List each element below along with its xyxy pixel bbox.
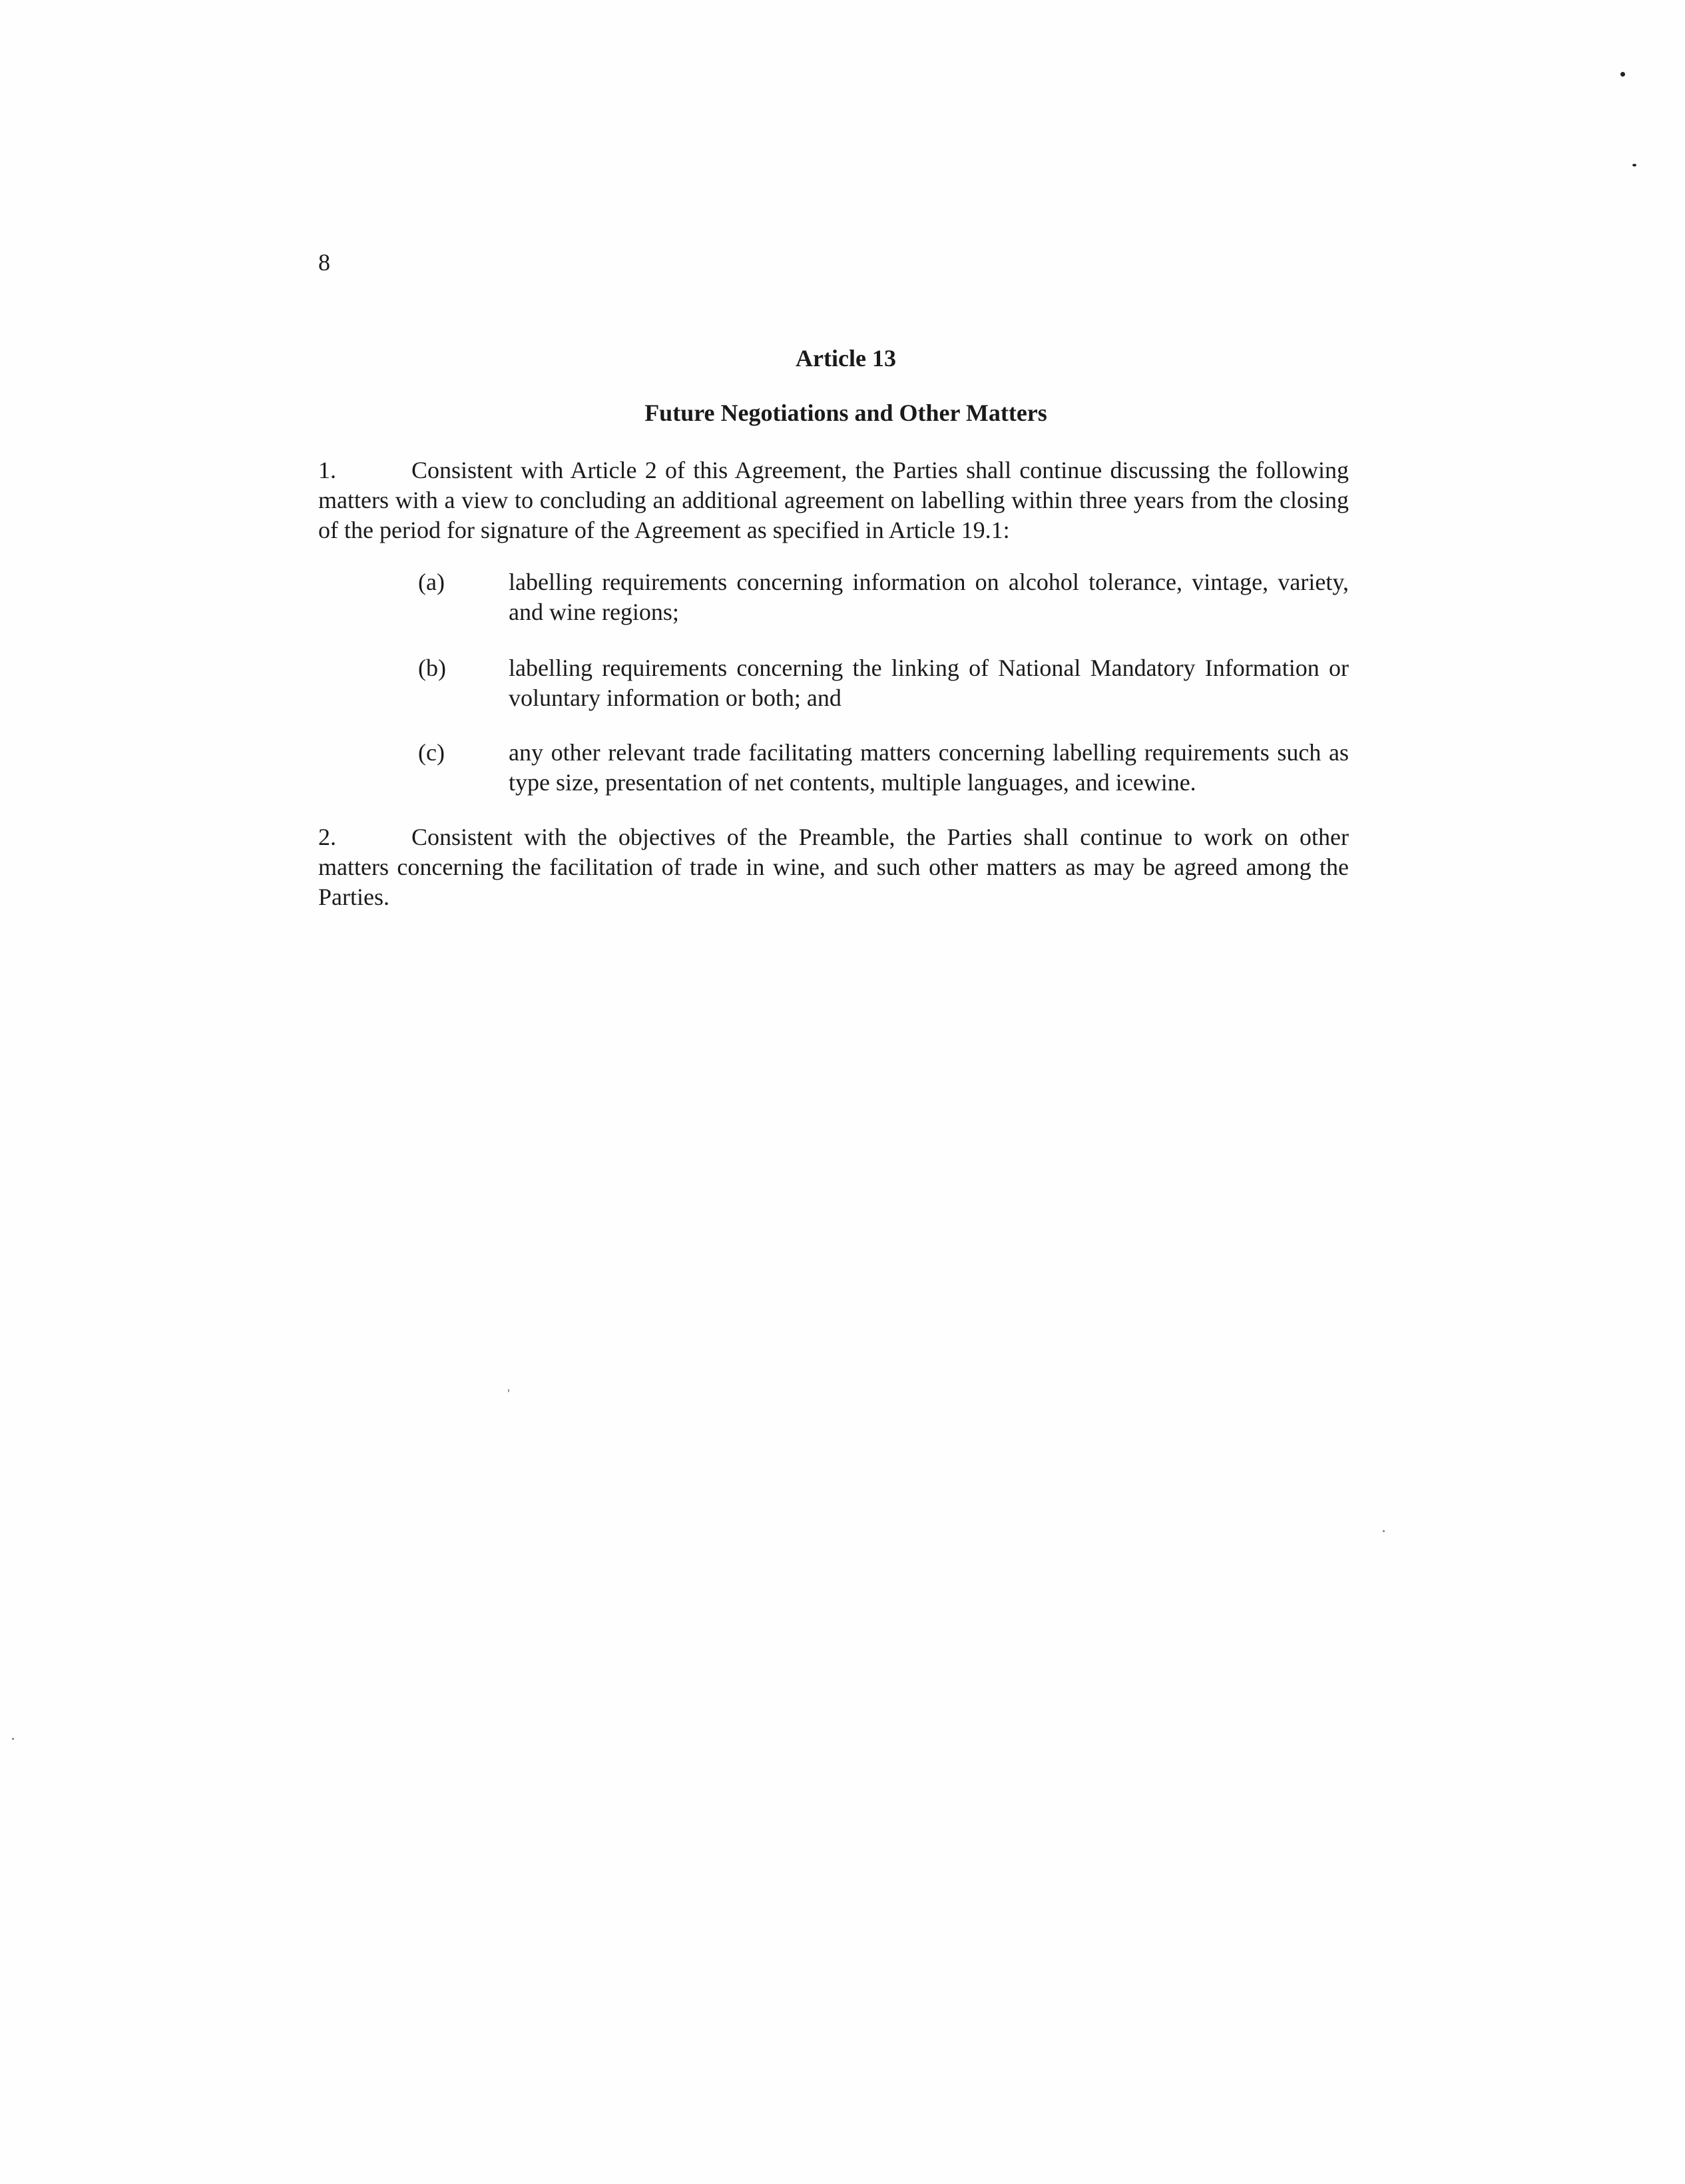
paragraph-2 — [318, 822, 1349, 912]
list-item-b-label: (b) — [418, 655, 446, 681]
scan-speck — [1632, 164, 1636, 166]
paragraph-1 — [318, 455, 1349, 545]
scan-speck — [1383, 1530, 1385, 1532]
paragraph-2-number: 2. — [318, 824, 336, 850]
list-item-a-text: labelling requirements concerning information on alcohol tolerance, vintage, variety, and wine regions; — [509, 569, 1349, 625]
list-item-b-text: labelling requirements concerning the linking of National Mandatory Information or voluntary information or both; and — [509, 655, 1349, 711]
article-title: Article 13 — [796, 345, 896, 372]
paragraph-2-text: Consistent with the objectives of the Preamble, the Parties shall continue to work on other matters concerning the facilitation of trade in wine, and such other matters as may be agreed among the Parties. — [318, 824, 1349, 910]
list-item-c-text: any other relevant trade facilitating matters concerning labelling requirements such as type size, presentation of net contents, multiple languages, and icewine. — [509, 739, 1349, 796]
page-number: 8 — [318, 249, 330, 276]
list-item-c-label: (c) — [418, 739, 445, 766]
paragraph-1-text: Consistent with Article 2 of this Agreement, the Parties shall continue discussing the following matters with a view to concluding an additional agreement on labelling within three years from the closing of the period for signature of the Agreement as specified in Article 19.1: — [318, 457, 1349, 543]
scan-speck — [508, 1389, 509, 1392]
scan-speck — [1620, 72, 1625, 77]
list-item-a-label: (a) — [418, 569, 445, 595]
scan-speck — [12, 1738, 14, 1740]
article-subtitle: Future Negotiations and Other Matters — [644, 400, 1047, 426]
paragraph-1-number: 1. — [318, 457, 336, 483]
